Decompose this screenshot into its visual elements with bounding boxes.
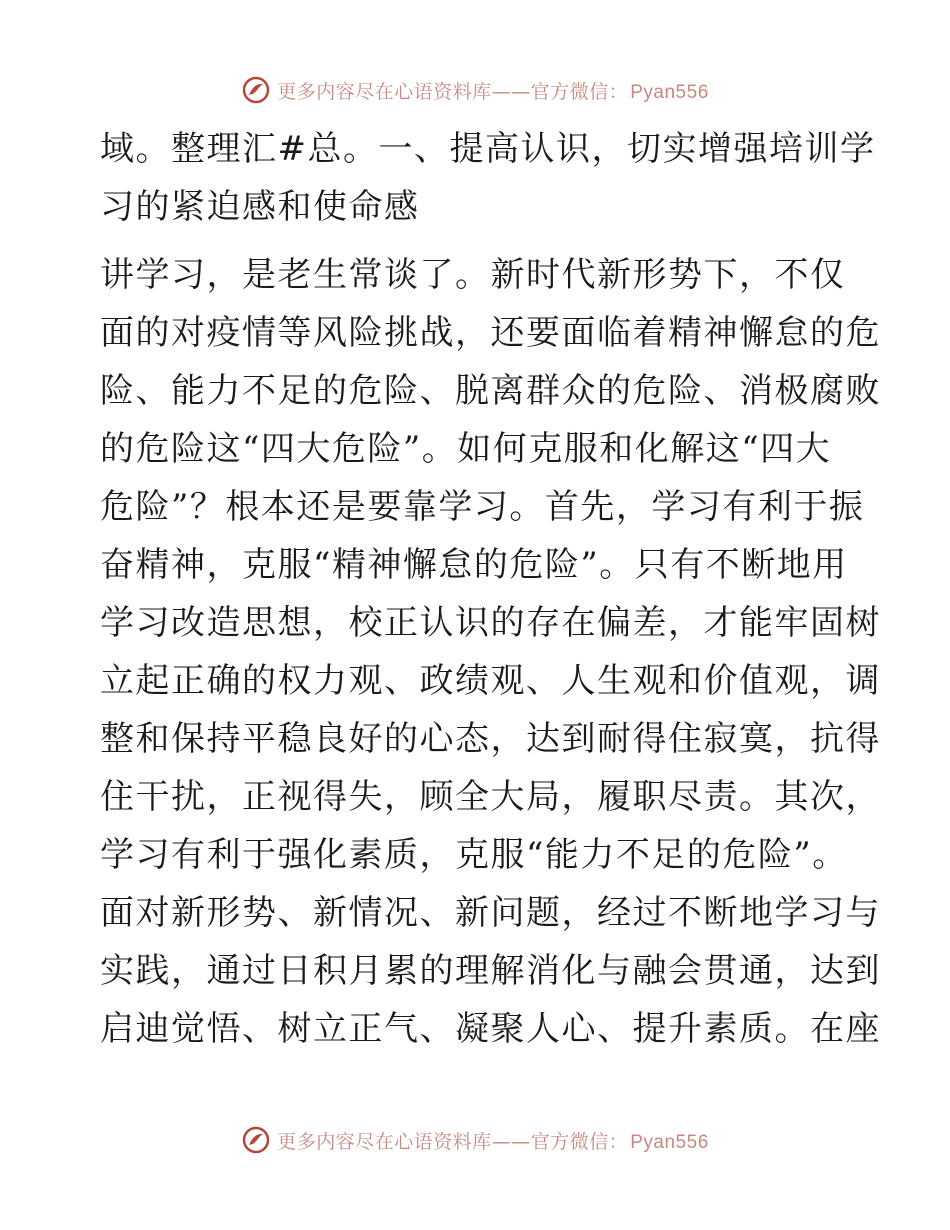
paragraph-line: 奋精神，克服“精神懈怠的危险”。只有不断地用	[100, 545, 848, 585]
paragraph-line: 面对新形势、新情况、新问题，经过不断地学习与	[100, 893, 881, 933]
paragraph-line: 立起正确的权力观、政绩观、人生观和价值观，调	[100, 661, 881, 701]
heading-line: 域。整理汇#总。一、提高认识，切实增强培训学	[100, 129, 876, 169]
watermark-label: 官方微信：	[530, 80, 629, 103]
watermark-brand: 更多内容尽在心语资料库	[277, 80, 492, 103]
watermark-handle: Pyan556	[630, 81, 709, 103]
section-heading	[100, 120, 876, 236]
paragraph-line: 学习改造思想，校正认识的存在偏差，才能牢固树	[100, 603, 881, 643]
document-body	[100, 120, 881, 1058]
paragraph-line: 危险”？根本还是要靠学习。首先，学习有利于振	[100, 487, 865, 527]
paragraph-line: 整和保持平稳良好的心态，达到耐得住寂寞，抗得	[100, 719, 881, 759]
watermark-dash: ——	[491, 1130, 531, 1153]
footer-watermark	[0, 1120, 950, 1160]
paragraph-line: 学习有利于强化素质，克服“能力不足的危险”。	[100, 835, 848, 875]
heading-line: 习的紧迫感和使命感	[100, 187, 420, 227]
watermark-brand: 更多内容尽在心语资料库	[277, 1130, 492, 1153]
paragraph-line: 面的对疫情等风险挑战，还要面临着精神懈怠的危	[100, 313, 881, 353]
paragraph-line: 的危险这“四大危险”。如何克服和化解这“四大	[100, 429, 832, 469]
brand-logo-icon	[241, 1125, 271, 1155]
paragraph-line: 险、能力不足的危险、脱离群众的危险、消极腐败	[100, 371, 881, 411]
paragraph	[100, 246, 881, 1058]
header-watermark	[0, 70, 950, 110]
watermark-label: 官方微信：	[530, 1130, 629, 1153]
brand-logo-icon	[241, 75, 271, 105]
paragraph-line: 实践，通过日积月累的理解消化与融会贯通，达到	[100, 951, 881, 991]
paragraph-line: 讲学习，是老生常谈了。新时代新形势下，不仅	[100, 255, 846, 295]
watermark-handle: Pyan556	[630, 1131, 709, 1153]
paragraph-line: 启迪觉悟、树立正气、凝聚人心、提升素质。在座	[100, 1009, 881, 1049]
watermark-dash: ——	[491, 80, 531, 103]
paragraph-line: 住干扰，正视得失，顾全大局，履职尽责。其次，	[100, 777, 881, 817]
